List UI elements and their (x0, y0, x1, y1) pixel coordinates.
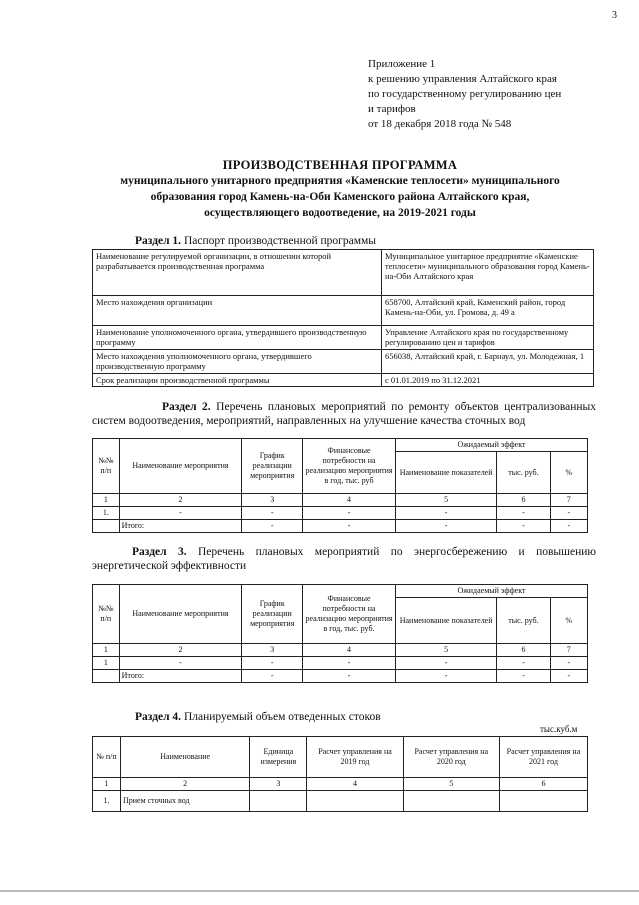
total-cell: - (497, 670, 550, 683)
section1-heading (135, 234, 376, 248)
section2-label: Раздел 2. (162, 401, 211, 413)
table-row (93, 374, 594, 387)
header-schedule: График реализации мероприятия (242, 585, 303, 644)
index-cell: 4 (303, 494, 396, 507)
index-cell: 3 (250, 778, 307, 791)
table-row (93, 585, 588, 598)
data-cell: 1 (93, 657, 120, 670)
passport-name: Наименование уполномоченного органа, утвердившего производственную программу (93, 326, 382, 350)
table-row (93, 326, 594, 350)
section4-text: Планируемый объем отведенных стоков (181, 711, 381, 723)
total-cell: - (242, 520, 303, 533)
total-cell: - (395, 520, 496, 533)
section3-heading (92, 545, 596, 573)
data-cell: - (242, 657, 303, 670)
header-indicator: Наименование показателей (395, 452, 496, 494)
header-num: №№ п/п (93, 585, 120, 644)
total-cell: - (550, 520, 587, 533)
data-cell: - (303, 657, 396, 670)
page-number: 3 (612, 10, 617, 21)
index-cell: 5 (403, 778, 499, 791)
table-row (93, 250, 594, 296)
header-thousand: тыс. руб. (497, 452, 550, 494)
header-num: № п/п (93, 737, 121, 778)
header-finance: Финансовые потребности на реализацию мероприятия в год, тыс. руб (303, 439, 396, 494)
appendix-line: и тарифов (368, 103, 416, 115)
table-row (93, 670, 588, 683)
section2-table (92, 438, 588, 533)
section3-text: Перечень плановых мероприятий по энергосбережению и повышению энергетической эффективности (92, 546, 596, 572)
total-blank (93, 670, 120, 683)
total-cell: - (497, 520, 550, 533)
index-cell: 4 (303, 644, 396, 657)
passport-name: Наименование регулируемой организации, в отношении которой разрабатывается производственная программа (93, 250, 382, 296)
passport-value: с 01.01.2019 по 31.12.2021 (382, 374, 594, 387)
section4-label: Раздел 4. (135, 711, 182, 723)
document-title (60, 157, 620, 221)
passport-value: Муниципальное унитарное предприятие «Каменские теплосети» муниципального образования город Камень-на-Оби Алтайского края (382, 250, 594, 296)
index-cell: 4 (307, 778, 403, 791)
appendix-line: к решению управления Алтайского края (368, 73, 557, 85)
header-indicator: Наименование показателей (395, 598, 496, 644)
index-cell: 2 (119, 644, 242, 657)
index-cell: 5 (395, 494, 496, 507)
header-effect: Ожидаемый эффект (395, 439, 587, 452)
table-row (93, 296, 594, 326)
index-cell: 6 (497, 494, 550, 507)
data-cell: - (497, 507, 550, 520)
data-cell (403, 791, 499, 812)
total-cell: - (303, 520, 396, 533)
index-cell: 7 (550, 644, 587, 657)
scan-edge-divider (0, 890, 639, 892)
table-row (93, 507, 588, 520)
total-cell: - (242, 670, 303, 683)
data-cell: - (119, 507, 242, 520)
data-cell: - (242, 507, 303, 520)
appendix-line: по государственному регулированию цен (368, 88, 562, 100)
index-cell: 6 (499, 778, 587, 791)
title-line: образования город Камень-на-Оби Каменского района Алтайского края, (150, 191, 530, 203)
header-finance: Финансовые потребности на реализацию мероприятия в год, тыс. руб. (303, 585, 396, 644)
data-cell (250, 791, 307, 812)
data-cell: Прием сточных вод (120, 791, 249, 812)
header-name: Наименование мероприятия (119, 439, 242, 494)
table-row (93, 657, 588, 670)
index-cell: 7 (550, 494, 587, 507)
table-row (93, 644, 588, 657)
index-cell: 5 (395, 644, 496, 657)
passport-value: 658700, Алтайский край, Каменский район, город Камень-на-Оби, ул. Громова, д. 49 а (382, 296, 594, 326)
appendix-line: от 18 декабря 2018 года № 548 (368, 118, 512, 130)
passport-name: Срок реализации производственной программы (93, 374, 382, 387)
data-cell: - (395, 657, 496, 670)
section4-heading (135, 710, 381, 724)
index-cell: 3 (242, 644, 303, 657)
total-label: Итого: (119, 670, 242, 683)
header-2019: Расчет управления на 2019 год (307, 737, 403, 778)
section1-label: Раздел 1. (135, 235, 182, 247)
section1-text: Паспорт производственной программы (181, 235, 377, 247)
data-cell: 1. (93, 791, 121, 812)
header-2020: Расчет управления на 2020 год (403, 737, 499, 778)
table-row (93, 778, 588, 791)
title-main: ПРОИЗВОДСТВЕННАЯ ПРОГРАММА (222, 158, 458, 172)
passport-name: Место нахождения уполномоченного органа, утвердившего производственную программу (93, 350, 382, 374)
header-percent: % (550, 598, 587, 644)
data-cell: - (395, 507, 496, 520)
header-schedule: График реализации мероприятия (242, 439, 303, 494)
header-percent: % (550, 452, 587, 494)
index-cell: 2 (120, 778, 249, 791)
passport-name: Место нахождения организации (93, 296, 382, 326)
data-cell: 1. (93, 507, 120, 520)
passport-table (92, 249, 594, 387)
index-cell: 6 (497, 644, 550, 657)
title-line: муниципального унитарного предприятия «Каменские теплосети» муниципального (120, 175, 560, 187)
data-cell: - (303, 507, 396, 520)
data-cell: - (550, 657, 587, 670)
total-cell: - (303, 670, 396, 683)
appendix-block (368, 57, 618, 132)
index-cell: 3 (242, 494, 303, 507)
index-cell: 1 (93, 778, 121, 791)
title-line: осуществляющего водоотведение, на 2019-2021 годы (204, 207, 476, 219)
passport-value: Управление Алтайского края по государственному регулированию цен и тарифов (382, 326, 594, 350)
index-cell: 1 (93, 494, 120, 507)
index-cell: 1 (93, 644, 120, 657)
header-name: Наименование (120, 737, 249, 778)
header-unit: Единица измерения (250, 737, 307, 778)
total-label: Итого: (119, 520, 242, 533)
header-effect: Ожидаемый эффект (395, 585, 587, 598)
table-row (93, 439, 588, 452)
header-name: Наименование мероприятия (119, 585, 242, 644)
data-cell: - (119, 657, 242, 670)
header-thousand: тыс. руб. (497, 598, 550, 644)
passport-value: 656038, Алтайский край, г. Барнаул, ул. Молодежная, 1 (382, 350, 594, 374)
data-cell: - (497, 657, 550, 670)
table-row (93, 494, 588, 507)
data-cell (499, 791, 587, 812)
data-cell: - (550, 507, 587, 520)
units-label: тыс.куб.м (540, 724, 578, 734)
section2-text: Перечень плановых мероприятий по ремонту объектов централизованных систем водоотведения, мероприятий, направленных на улучшение качества сточных вод (92, 401, 596, 427)
table-row (93, 520, 588, 533)
index-cell: 2 (119, 494, 242, 507)
section3-label: Раздел 3. (132, 546, 187, 558)
header-num: №№ п/п (93, 439, 120, 494)
table-row (93, 350, 594, 374)
table-row (93, 737, 588, 778)
section2-heading (92, 400, 596, 428)
appendix-line: Приложение 1 (368, 58, 436, 70)
total-cell: - (395, 670, 496, 683)
section4-table (92, 736, 588, 812)
total-blank (93, 520, 120, 533)
header-2021: Расчет управления на 2021 год (499, 737, 587, 778)
data-cell (307, 791, 403, 812)
table-row (93, 791, 588, 812)
section3-table (92, 584, 588, 683)
total-cell: - (550, 670, 587, 683)
